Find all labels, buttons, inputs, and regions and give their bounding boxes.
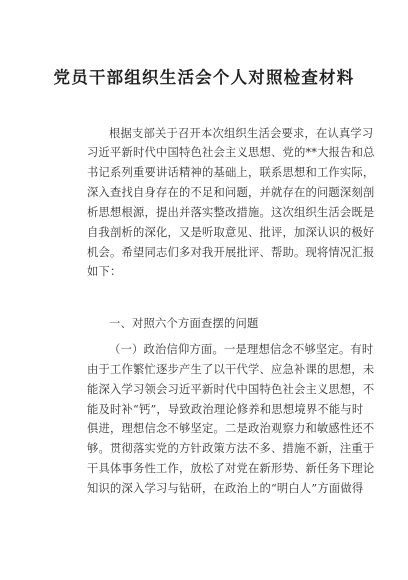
body-line: 知识的深入学习与钻研，在政治上的“明白人”方面做得	[87, 482, 364, 495]
intro-line: 习近平新时代中国特色社会主义思想、党的**大报告和总	[87, 146, 375, 159]
intro-line: 如下：	[87, 265, 122, 278]
body-line: 由于工作繁忙逐步产生了以干代学、应急补课的思想，未	[87, 363, 375, 376]
document-title: 党员干部组织生活会个人对照检查材料	[53, 68, 355, 87]
intro-line: 析思想根源，提出并落实整改措施。这次组织生活会既是	[87, 206, 375, 219]
body-line: （一）政治信仰方面。一是理想信念不够坚定。有时	[109, 343, 374, 356]
body-line: 能深入学习领会习近平新时代中国特色社会主义思想，不	[87, 383, 375, 396]
section-heading: 一、对照六个方面查摆的问题	[109, 317, 259, 330]
intro-line: 自我剖析的深化，又是听取意见、批评，加深认识的极好	[87, 226, 375, 239]
body-line: 俱进，理想信念不够坚定。二是政治观察力和敏感性还不	[87, 422, 375, 435]
intro-line: 书记系列重要讲话精神的基础上，联系思想和工作实际，	[87, 166, 375, 179]
body-line: 够。贯彻落实党的方针政策方法不多、措施不新，注重于	[87, 442, 375, 455]
intro-line: 机会。希望同志们多对我开展批评、帮助。现将情况汇报	[87, 246, 375, 259]
intro-line: 根据支部关于召开本次组织生活会要求，在认真学习	[109, 127, 374, 140]
body-line: 能及时补“钙”，导致政治理论修养和思想境界不能与时	[87, 403, 364, 416]
body-line: 干具体事务性工作，放松了对党在新形势、新任务下理论	[87, 462, 375, 475]
intro-line: 深入查找自身存在的不足和问题，并就存在的问题深刻剖	[87, 186, 375, 199]
